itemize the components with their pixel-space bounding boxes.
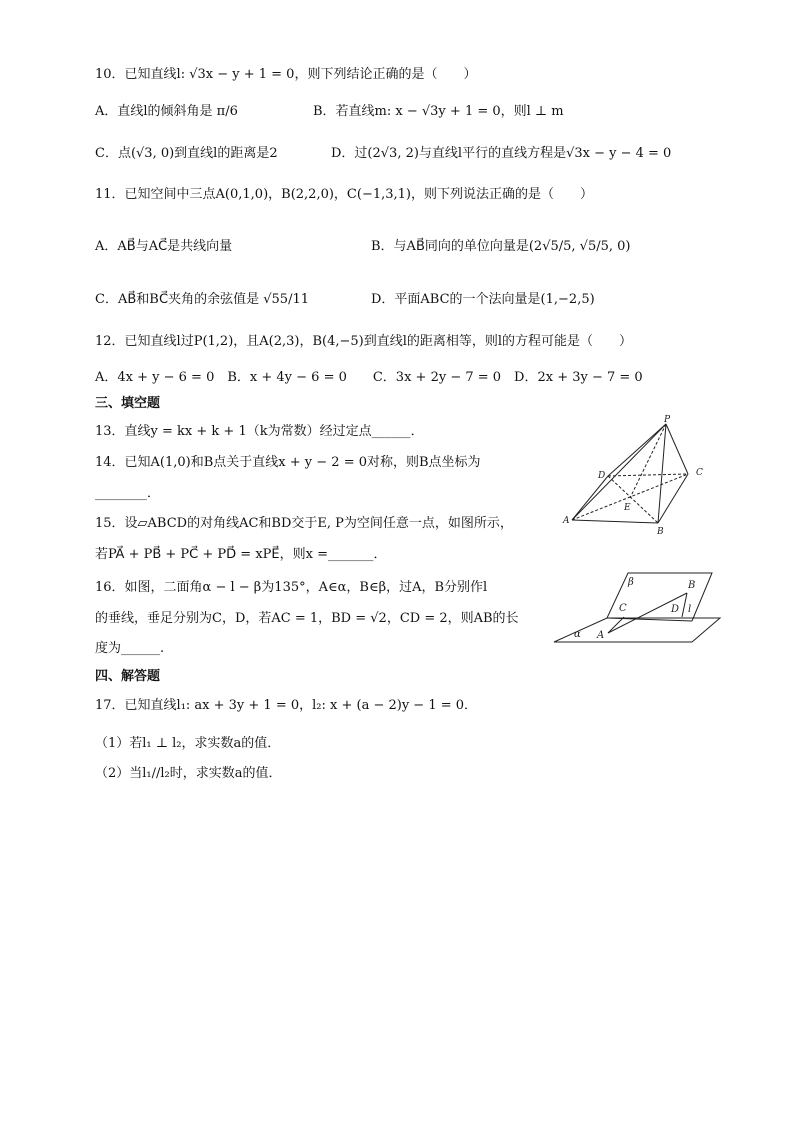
q10-option-c: C．点(√3, 0)到直线l的距离是2 — [95, 146, 278, 161]
q10-option-d: D．过(2√3, 2)与直线l平行的直线方程是√3x − y − 4 = 0 — [331, 146, 672, 161]
label-d: D — [598, 471, 606, 481]
q11-option-c: C．AB⃗和BC⃗夹角的余弦值是 √55/11 — [95, 292, 310, 307]
q10-option-b: B．若直线m: x − √3y + 1 = 0，则l ⊥ m — [313, 104, 564, 119]
q15-line2: 若PA⃗ + PB⃗ + PC⃗ + PD⃗ = xPE⃗，则x =_______． — [95, 547, 387, 562]
q11-option-d: D．平面ABC的一个法向量是(1,−2,5) — [371, 292, 595, 307]
label-d2: D — [671, 604, 680, 615]
label-a: A — [563, 516, 570, 526]
label-alpha: α — [574, 629, 581, 640]
dihedral-figure — [552, 571, 722, 645]
q16-line1: 16．如图，二面角α − l − β为135°，A∈α，B∈β，过A，B分别作l — [95, 580, 488, 595]
label-a2: A — [597, 630, 605, 641]
label-c2: C — [619, 603, 627, 614]
label-c: C — [696, 468, 703, 478]
label-e: E — [624, 503, 631, 513]
q10-option-a: A．直线l的倾斜角是 π/6 — [95, 104, 238, 119]
label-b: B — [657, 527, 664, 536]
q11-option-b: B．与AB⃗同向的单位向量是(2√5/5, √5/5, 0) — [371, 239, 631, 254]
section-title-answers: 四、解答题 — [95, 669, 161, 684]
q11-stem: 11．已知空间中三点A(0,1,0)，B(2,2,0)，C(−1,3,1)，则下列说法正确的是（ ） — [95, 187, 593, 202]
q16-line2: 的垂线，垂足分别为C，D，若AC = 1，BD = √2，CD = 2，则AB的长 — [95, 611, 519, 626]
q17-part1: （1）若l₁ ⊥ l₂，求实数a的值． — [95, 736, 281, 751]
q16-line3: 度为______. — [95, 641, 165, 656]
label-p: P — [664, 415, 671, 425]
label-b2: B — [688, 580, 696, 591]
q14-line1: 14．已知A(1,0)和B点关于直线x + y − 2 = 0对称，则B点坐标为 — [95, 455, 481, 470]
label-beta: β — [628, 577, 634, 588]
q12-stem: 12．已知直线l过P(1,2)，且A(2,3)，B(4,−5)到直线l的距离相等，则l的方程可能是（ ） — [95, 334, 633, 349]
q12-options: A．4x + y − 6 = 0 B．x + 4y − 6 = 0 C．3x + 2y − 7 = 0 D．2x + 3y − 7 = 0 — [95, 370, 643, 385]
q17-part2: （2）当l₁//l₂时，求实数a的值． — [95, 766, 282, 781]
q17-stem: 17．已知直线l₁: ax + 3y + 1 = 0，l₂: x + (a − 2)y − 1 = 0． — [95, 698, 478, 713]
pyramid-figure — [560, 414, 720, 536]
section-title-fill-blank: 三、填空题 — [95, 396, 161, 411]
q15-line1: 15．设▱ABCD的对角线AC和BD交于E, P为空间任意一点，如图所示， — [95, 516, 513, 531]
q11-option-a: A．AB⃗与AC⃗是共线向量 — [95, 239, 233, 254]
label-l: l — [688, 604, 692, 615]
q13: 13．直线y = kx + k + 1（k为常数）经过定点______． — [95, 424, 424, 439]
q10-stem: 10．已知直线l: √3x − y + 1 = 0，则下列结论正确的是（ ） — [95, 67, 477, 82]
q14-line2: ________． — [95, 486, 161, 501]
